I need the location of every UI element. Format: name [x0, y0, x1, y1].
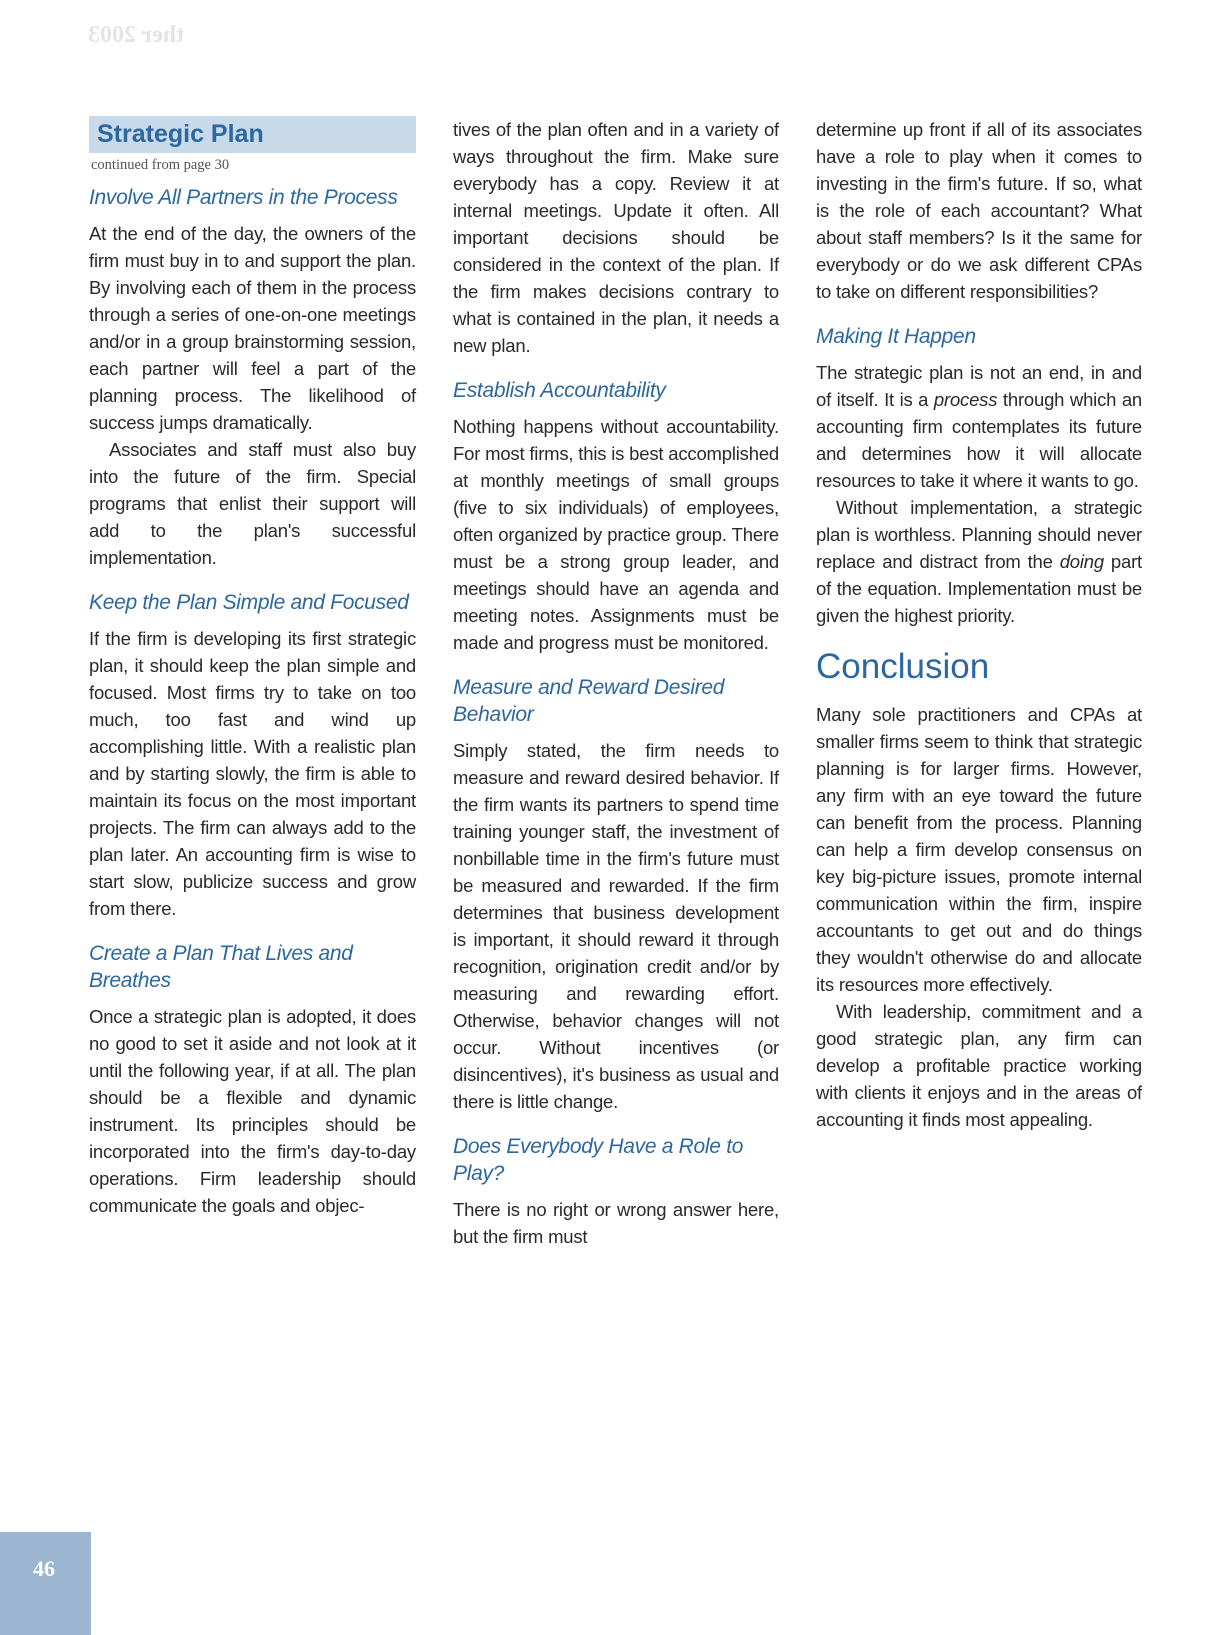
subhead-role-to-play: Does Everybody Have a Role to Play? [453, 1135, 744, 1185]
subhead-making-it-happen: Making It Happen [816, 325, 976, 348]
text-run: part of the equation. Implementation must be given the highest priority. [816, 551, 1142, 626]
subhead-create-plan: Create a Plan That Lives and Breathes [89, 942, 353, 992]
paragraph: At the end of the day, the owners of the firm must buy in to and support the plan. By involving each of them in the process through a series of one-on-one meetings and/or in a group brainstorming session, each partner will feel a part of the planning process. The likelihood of success jumps dramatically. [89, 223, 416, 433]
heading-conclusion: Conclusion [816, 647, 990, 686]
paragraph: Nothing happens without accountability. For most firms, this is best accomplished at monthly meetings of small groups (five to six individuals) of employees, often organized by practice group. There must be a strong group leader, and meetings should have an agenda and meeting notes. Assignments must be made and progress must be monitored. [453, 416, 779, 653]
paragraph: Many sole practitioners and CPAs at smaller firms seem to think that strategic planning is for larger firms. However, any firm with an eye toward the future can benefit from the process. Planning can help a firm develop consensus on key big-picture issues, promote internal communication within the firm, inspire accountants to get out and do things they wouldn't otherwise do and allocate its resources more effectively. [816, 704, 1142, 995]
emphasis-doing: doing [1059, 551, 1104, 572]
text-run: The strategic plan is not an end, in and of itself. It is a [816, 362, 1142, 410]
text-run: Without implementation, a strategic plan is worthless. Planning should never replace and distract from the [816, 497, 1142, 572]
paragraph: There is no right or wrong answer here, but the firm must [453, 1199, 779, 1247]
continued-note: continued from page 30 [91, 157, 230, 173]
column-1 [89, 116, 416, 1237]
paragraph: If the firm is developing its first strategic plan, it should keep the plan simple and focused. Most firms try to take on too much, too fast and wind up accomplishing little. With a realistic plan and by starting slowly, the firm is able to maintain its focus on the most important projects. The firm can always add to the plan later. An accounting firm is wise to start slow, publicize success and grow from there. [89, 628, 416, 919]
paragraph: Once a strategic plan is adopted, it does no good to set it aside and not look at it until the following year, if at all. The plan should be a flexible and dynamic instrument. Its principles should be incorporated into the firm's day-to-day operations. Firm leadership should communicate the goals and objec- [89, 1006, 416, 1216]
subhead-keep-simple: Keep the Plan Simple and Focused [89, 591, 409, 614]
emphasis-process: process [933, 389, 998, 410]
paragraph: Simply stated, the firm needs to measure and reward desired behavior. If the firm wants its partners to spend time training younger staff, the investment of nonbillable time in the firm's future must be measured and rewarded. If the firm determines that business development is important, it should reward it through recognition, origination credit and/or by measuring and rewarding effort. Otherwise, behavior changes will not occur. Without incentives (or disincentives), it's business as usual and there is little change. [453, 740, 779, 1112]
section-title: Strategic Plan [97, 120, 264, 148]
paragraph: Associates and staff must also buy into the future of the firm. Special programs that enlist their support will add to the plan's successful implementation. [89, 439, 416, 568]
subhead-involve-partners: Involve All Partners in the Process [89, 186, 398, 209]
paragraph: With leadership, commitment and a good strategic plan, any firm can develop a profitable practice working with clients it enjoys and in the areas of accounting it finds most appealing. [816, 1001, 1142, 1130]
column-3 [816, 116, 1142, 1151]
section-header-bar [89, 116, 416, 153]
bleed-through-text: ther 2003 [88, 22, 185, 48]
paragraph: tives of the plan often and in a variety of ways throughout the firm. Make sure everybody has a copy. Review it at internal meetings. Update it often. All important decisions should be considered in the context of the plan. If the firm makes decisions contrary to what is contained in the plan, it needs a new plan. [453, 119, 779, 356]
column-2 [453, 116, 779, 1268]
paragraph [816, 359, 1142, 494]
text-run: through which an accounting firm contemplates its future and determines how it will allocate resources to take it where it wants to go. [816, 389, 1143, 491]
page-number: 46 [33, 1556, 55, 1581]
page-number-tab [0, 1532, 91, 1635]
subhead-accountability: Establish Accountability [453, 379, 666, 402]
subhead-measure-reward: Measure and Reward Desired Behavior [453, 676, 725, 726]
paragraph [816, 494, 1142, 629]
paragraph: determine up front if all of its associates have a role to play when it comes to investing in the firm's future. If so, what is the role of each accountant? What about staff members? Is it the same for everybody or do we ask different CPAs to take on different responsibilities? [816, 119, 1142, 302]
